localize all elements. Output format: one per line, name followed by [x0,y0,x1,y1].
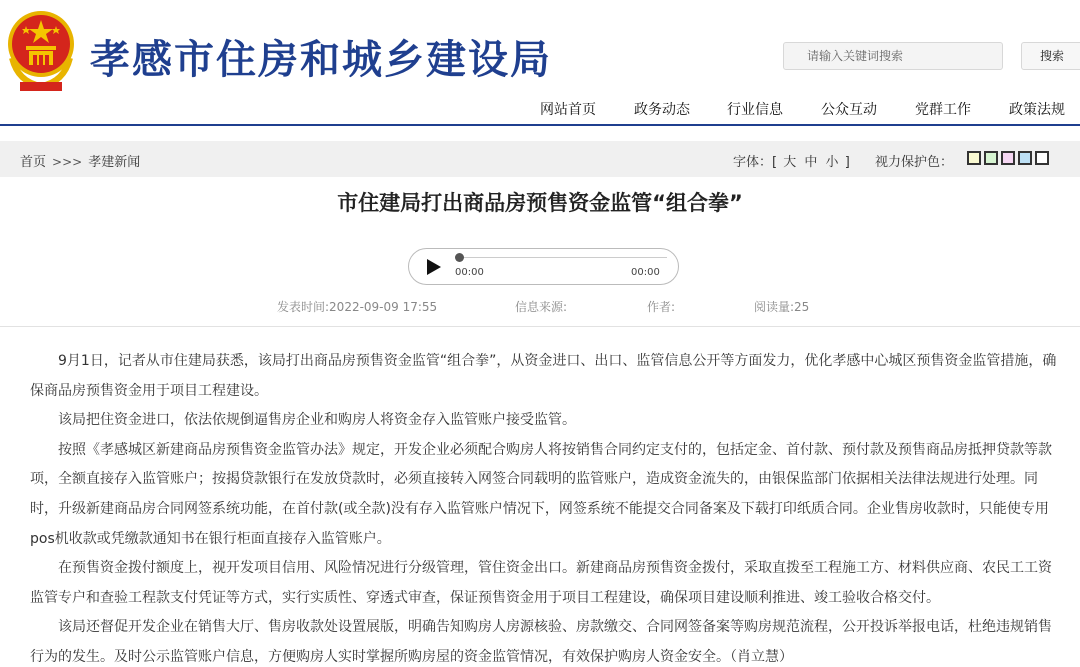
audio-player [408,248,679,285]
site-title: 孝感市住房和城乡建设局 [90,37,552,83]
nav-item-public-interaction[interactable]: 公众互动 [821,102,877,118]
eye-care-swatch-green[interactable] [984,151,998,165]
eye-care-label: 视力保护色： [875,155,954,170]
audio-progress-track[interactable] [457,257,667,258]
font-size-label: 字体：[ [733,155,778,170]
national-emblem-icon [4,6,78,94]
font-size-small[interactable]: 小 [825,155,839,170]
eye-care-swatch-yellow[interactable] [967,151,981,165]
main-nav [0,99,1080,121]
article-title: 市住建局打出商品房预售资金监管“组合拳” [337,191,743,215]
nav-item-party-work[interactable]: 党群工作 [915,102,971,118]
article-body [30,347,1060,667]
audio-progress-knob[interactable] [455,253,464,262]
font-size-control [733,151,850,170]
search-button[interactable]: 搜索 [1021,42,1080,70]
audio-current-time: 00:00 [455,267,484,278]
eye-care-swatch-pink[interactable] [1001,151,1015,165]
breadcrumb-home[interactable]: 首页 [20,155,47,170]
meta-author: 作者: [647,300,676,314]
font-size-medium[interactable]: 中 [804,155,818,170]
eye-care-swatch-white[interactable] [1035,151,1049,165]
info-bar [0,141,1080,177]
nav-item-industry[interactable]: 行业信息 [727,102,783,118]
breadcrumb [20,151,140,170]
meta-views: 阅读量:25 [754,300,810,314]
font-size-close: ] [844,155,850,170]
site-header [0,0,1080,125]
meta-divider [0,326,1080,327]
meta-source: 信息来源: [515,300,568,314]
search-input[interactable]: 请输入关键词搜索 [783,42,1003,70]
header-divider [0,124,1080,126]
nav-item-policy[interactable]: 政策法规 [1009,102,1065,118]
article-paragraph: 该局还督促开发企业在销售大厅、售房收款处设置展版，明确告知购房人房源核验、房款缴交、合同网签备案等购房规范流程，公开投诉举报电话，杜绝违规销售行为的发生。及时公示监管账户信息，方便购房人实时掌握所购房屋的资金监管情况，有效保护购房人资金安全。（肖立慧） [30,619,1052,665]
play-icon[interactable] [427,259,441,275]
article-paragraph: 9月1日，记者从市住建局获悉，该局打出商品房预售资金监管“组合拳”，从资金进口、出口、监管信息公开等方面发力，优化孝感中心城区预售资金监管措施，确保商品房预售资金用于项目工程建设。 [30,353,1057,399]
eye-care-swatches [967,151,1052,165]
nav-item-gov-news[interactable]: 政务动态 [634,102,690,118]
article-paragraph: 按照《孝感城区新建商品房预售资金监管办法》规定，开发企业必须配合购房人将按销售合同约定支付的，包括定金、首付款、预付款及预售商品房抵押贷款等款项，全额直接存入监管账户；按揭贷款银行在发放贷款时，必须直接转入网签合同载明的监管账户，造成资金流失的，由银保监部门依据相关法律法规进行处理。同时，升级新建商品房合同网签系统功能，在首付款(或全款)没有存入监管账户情况下，网签系统不能提交合同备案及下载打印纸质合同。企业售房收款时，只能使专用pos机收款或凭缴款通知书在银行柜面直接存入监管账户。 [30,441,1052,547]
font-size-large[interactable]: 大 [783,155,797,170]
eye-care-swatch-blue[interactable] [1018,151,1032,165]
meta-publish-time: 发表时间:2022-09-09 17:55 [277,300,438,314]
breadcrumb-separator: >>> [52,155,83,169]
article-paragraph: 在预售资金拨付额度上，视开发项目信用、风险情况进行分级管理，管住资金出口。新建商品房预售资金拨付，采取直拨至工程施工方、材料供应商、农民工工资监管专户和查验工程款支付凭证等方式，实行实质性、穿透式审查，保证预售资金用于项目工程建设，确保项目建设顺利推进、竣工验收合格交付。 [30,560,1052,606]
article-paragraph: 该局把住资金进口，依法依规倒逼售房企业和购房人将资金存入监管账户接受监管。 [58,412,576,429]
breadcrumb-current[interactable]: 孝建新闻 [88,155,141,170]
nav-item-home[interactable]: 网站首页 [540,102,596,118]
audio-total-time: 00:00 [631,267,660,278]
